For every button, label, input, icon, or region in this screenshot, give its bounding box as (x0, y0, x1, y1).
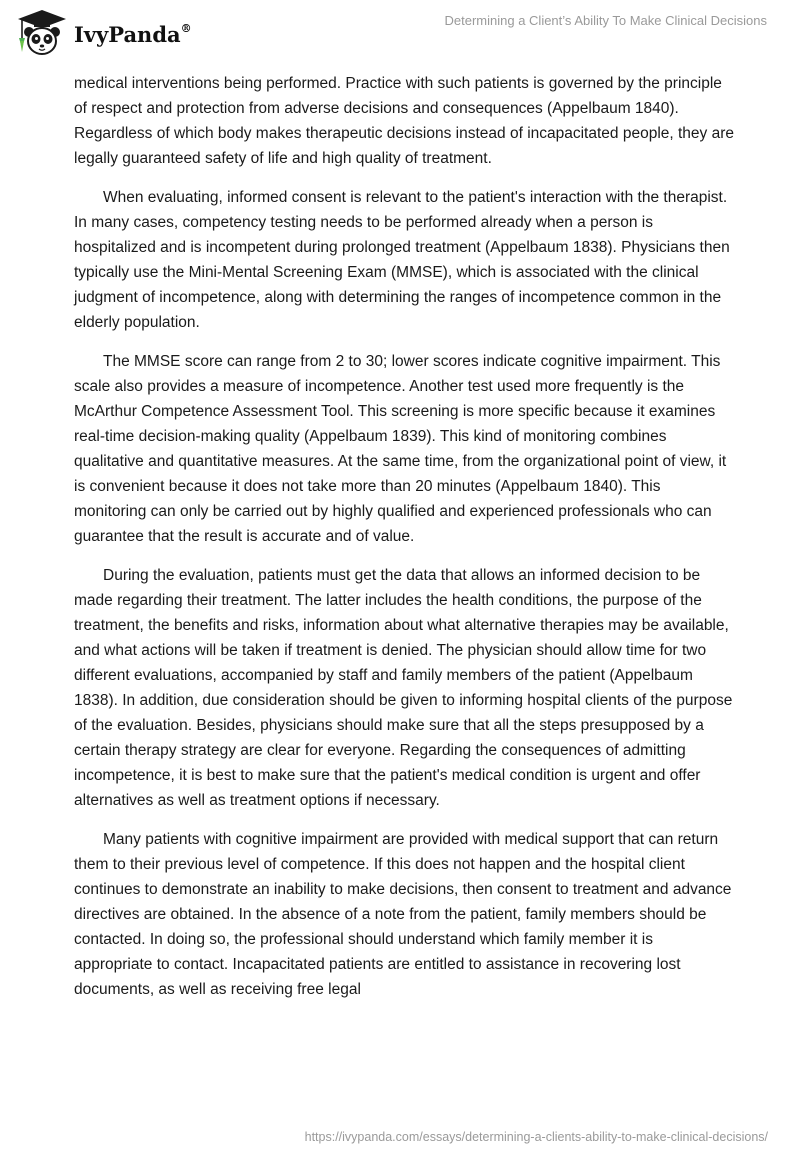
page-header (0, 0, 800, 70)
source-url[interactable]: https://ivypanda.com/essays/determining-a-clients-ability-to-make-clinical-decisions/ (304, 1130, 768, 1144)
paragraph-5: Many patients with cognitive impairment are provided with medical support that can return them to their previous level of competence. If this does not happen and the hospital client continues to demonstrate an inability to make decisions, then consent to treatment and advance directives are obtained. In the absence of a note from the patient, family members should be contacted. In doing so, the professional should understand which family member it is appropriate to contact. Incapacitated patients are entitled to assistance in recovering lost documents, as well as receiving free legal (74, 831, 732, 998)
document-title: Determining a Client’s Ability To Make Clinical Decisions (444, 13, 767, 28)
paragraph-3: The MMSE score can range from 2 to 30; lower scores indicate cognitive impairment. This scale also provides a measure of incompetence. Another test used more frequently is the McArthur Competence Assessment Tool. This screening is more specific because it examines real-time decision-making quality (Appelbaum 1839). This kind of monitoring combines qualitative and quantitative measures. At the same time, from the organizational point of view, it is convenient because it does not take more than 20 minutes (Appelbaum 1840). This monitoring can only be carried out by highly qualified and experienced professionals who can guarantee that the result is accurate and of value. (74, 353, 727, 545)
paragraph-2: When evaluating, informed consent is relevant to the patient's interaction with the therapist. In many cases, competency testing needs to be performed already when a person is hospitalized and is incompetent during prolonged treatment (Appelbaum 1838). Physicians then typically use the Mini-Mental Screening Exam (MMSE), which is associated with the clinical judgment of incompetence, along with determining the ranges of incompetence common in the elderly population. (74, 189, 730, 331)
panda-graduate-icon (14, 8, 70, 58)
ivypanda-logo[interactable] (14, 8, 192, 58)
paragraph-4: During the evaluation, patients must get the data that allows an informed decision to be made regarding their treatment. The latter includes the health conditions, the purpose of the treatment, the benefits and risks, information about what alternative therapies may be available, and what actions will be taken if treatment is denied. The physician should allow time for two different evaluations, accompanied by staff and family members of the patient (Appelbaum 1838). In addition, due consideration should be given to informing hospital clients of the purpose of the evaluation. Besides, physicians should make sure that all the steps presupposed by a certain therapy strategy are clear for everyone. Regarding the consequences of admitting incompetence, it is best to make sure that the patient's medical condition is urgent and offer alternatives as well as treatment options if necessary. (74, 567, 733, 809)
paragraph-1: medical interventions being performed. Practice with such patients is governed by the principle of respect and protection from adverse decisions and consequences (Appelbaum 1840). Regardless of which body makes therapeutic decisions instead of incapacitated people, they are legally guaranteed safety of life and high quality of treatment. (74, 75, 735, 167)
logo-wordmark: IvyPanda® (74, 21, 192, 47)
essay-body (74, 71, 734, 1016)
